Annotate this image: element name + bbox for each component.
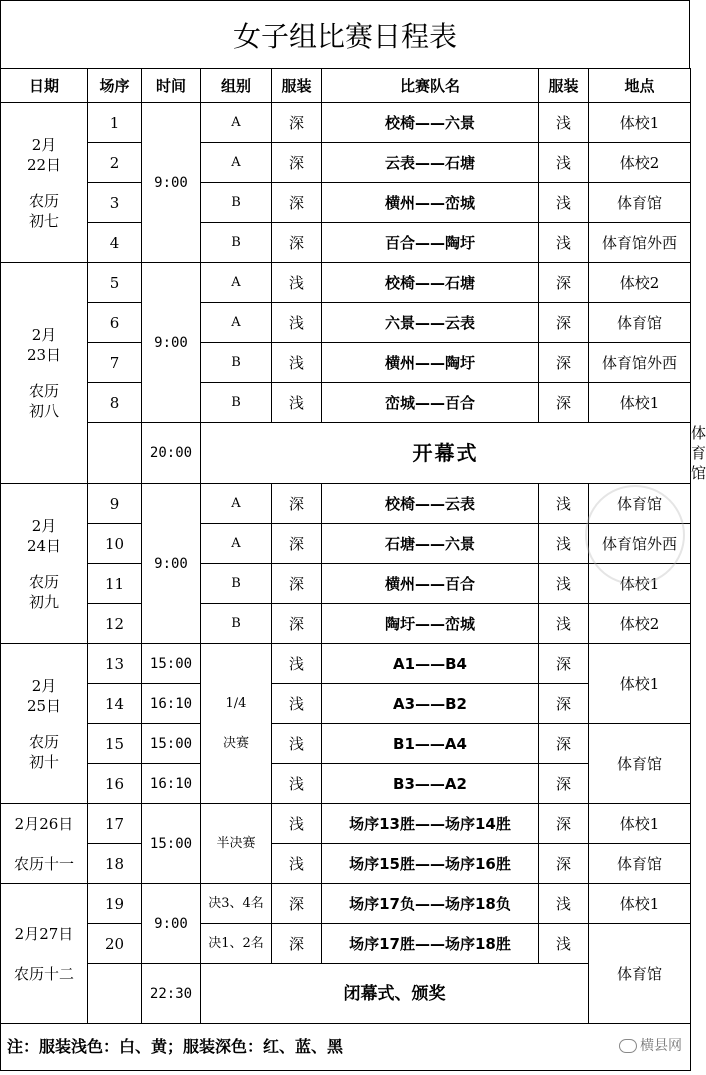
header-teams: 比赛队名 — [322, 69, 539, 103]
dress-cell: 浅 — [272, 343, 322, 383]
match-no: 9 — [88, 484, 142, 524]
venue-cell: 体育馆 — [589, 924, 691, 1024]
dress-cell: 浅 — [539, 103, 589, 143]
venue-cell: 体育馆 — [589, 724, 691, 804]
teams-cell: 峦城——百合 — [322, 383, 539, 423]
teams-cell: 横州——百合 — [322, 564, 539, 604]
group-cell: A — [201, 143, 272, 183]
closing-ceremony: 闭幕式、颁奖 — [201, 964, 589, 1024]
table-row — [1, 484, 691, 524]
teams-cell: 场序13胜——场序14胜 — [322, 804, 539, 844]
venue-cell: 体育馆 — [589, 484, 691, 524]
dress-cell: 深 — [272, 524, 322, 564]
time-cell: 16:10 — [142, 764, 201, 804]
dress-cell: 深 — [272, 884, 322, 924]
teams-cell: 校椅——云表 — [322, 484, 539, 524]
group-cell: 决1、2名 — [201, 924, 272, 964]
watermark-text: 横县网 — [640, 1038, 682, 1054]
wechat-icon — [619, 1039, 637, 1053]
dress-cell: 深 — [272, 924, 322, 964]
header-order: 场序 — [88, 69, 142, 103]
match-no: 7 — [88, 343, 142, 383]
dress-cell: 深 — [539, 343, 589, 383]
match-no: 16 — [88, 764, 142, 804]
teams-cell: 云表——石塘 — [322, 143, 539, 183]
match-no: 12 — [88, 604, 142, 644]
dress-cell: 浅 — [539, 564, 589, 604]
match-no: 17 — [88, 804, 142, 844]
dress-cell: 深 — [539, 724, 589, 764]
match-no: 19 — [88, 884, 142, 924]
dress-cell: 浅 — [539, 183, 589, 223]
dress-cell: 深 — [272, 103, 322, 143]
teams-cell: 六景——云表 — [322, 303, 539, 343]
match-no: 11 — [88, 564, 142, 604]
teams-cell: A1——B4 — [322, 644, 539, 684]
group-cell: B — [201, 383, 272, 423]
table-row — [1, 604, 691, 644]
header-date: 日期 — [1, 69, 88, 103]
match-no: 4 — [88, 223, 142, 263]
time-cell: 15:00 — [142, 724, 201, 764]
table-row — [1, 564, 691, 604]
match-no: 3 — [88, 183, 142, 223]
table-row — [1, 844, 691, 884]
page-title: 女子组比赛日程表 — [0, 0, 690, 68]
dress-cell: 浅 — [272, 303, 322, 343]
header-venue: 地点 — [589, 69, 691, 103]
dress-cell: 浅 — [272, 684, 322, 724]
match-no: 15 — [88, 724, 142, 764]
dress-cell: 深 — [539, 383, 589, 423]
group-cell: 半决赛 — [201, 804, 272, 884]
time-cell: 15:00 — [142, 804, 201, 884]
date-cell: 2月 25日 农历 初十 — [1, 644, 88, 804]
teams-cell: 场序15胜——场序16胜 — [322, 844, 539, 884]
dress-cell: 浅 — [539, 223, 589, 263]
group-cell: 1/4 决赛 — [201, 644, 272, 804]
group-cell: B — [201, 604, 272, 644]
teams-cell: 校椅——六景 — [322, 103, 539, 143]
table-row — [1, 724, 691, 764]
teams-cell: B1——A4 — [322, 724, 539, 764]
match-no: 6 — [88, 303, 142, 343]
venue-cell: 体校1 — [589, 103, 691, 143]
dress-cell: 深 — [272, 223, 322, 263]
venue-cell: 体校1 — [589, 383, 691, 423]
venue-cell: 体校2 — [589, 263, 691, 303]
note-text: 注：服装浅色：白、黄；服装深色：红、蓝、黑 — [7, 1037, 344, 1056]
teams-cell: 场序17负——场序18负 — [322, 884, 539, 924]
dress-cell: 深 — [539, 644, 589, 684]
teams-cell: 场序17胜——场序18胜 — [322, 924, 539, 964]
dress-cell: 浅 — [539, 604, 589, 644]
group-cell: B — [201, 183, 272, 223]
group-cell: B — [201, 343, 272, 383]
group-cell: A — [201, 263, 272, 303]
venue-cell: 体校1 — [589, 644, 691, 724]
match-no: 1 — [88, 103, 142, 143]
table-row — [1, 103, 691, 143]
dress-cell: 浅 — [539, 143, 589, 183]
dress-cell: 深 — [539, 844, 589, 884]
match-no — [88, 964, 142, 1024]
header-time: 时间 — [142, 69, 201, 103]
dress-cell: 深 — [539, 263, 589, 303]
venue-cell: 体校2 — [589, 604, 691, 644]
venue-cell: 体育馆 — [589, 303, 691, 343]
dress-cell: 浅 — [272, 844, 322, 884]
dress-cell: 浅 — [272, 263, 322, 303]
time-cell: 9:00 — [142, 484, 201, 644]
header-dress: 服装 — [272, 69, 322, 103]
opening-ceremony-row: 20:00 开幕式 体育馆 — [1, 423, 691, 484]
table-row — [1, 804, 691, 844]
table-row — [1, 924, 691, 964]
dress-cell: 深 — [539, 684, 589, 724]
closing-ceremony-row — [1, 964, 691, 1024]
teams-cell: 陶圩——峦城 — [322, 604, 539, 644]
dress-cell: 深 — [272, 484, 322, 524]
table-row — [1, 524, 691, 564]
teams-cell: 校椅——石塘 — [322, 263, 539, 303]
table-row — [1, 884, 691, 924]
dress-cell: 浅 — [272, 804, 322, 844]
table-row — [1, 383, 691, 423]
venue-cell: 体育馆 — [589, 183, 691, 223]
dress-cell: 深 — [272, 564, 322, 604]
dress-cell: 浅 — [272, 724, 322, 764]
teams-cell: 百合——陶圩 — [322, 223, 539, 263]
table-row — [1, 303, 691, 343]
note-cell — [1, 1024, 691, 1071]
group-cell: A — [201, 484, 272, 524]
time-cell: 15:00 — [142, 644, 201, 684]
match-no: 8 — [88, 383, 142, 423]
note-row — [1, 1024, 691, 1071]
dress-cell: 浅 — [539, 484, 589, 524]
match-no — [88, 423, 142, 484]
match-no: 2 — [88, 143, 142, 183]
group-cell: A — [201, 303, 272, 343]
teams-cell: 横州——峦城 — [322, 183, 539, 223]
dress-cell: 深 — [539, 303, 589, 343]
match-no: 18 — [88, 844, 142, 884]
dress-cell: 深 — [272, 183, 322, 223]
dress-cell: 深 — [272, 604, 322, 644]
group-cell: A — [201, 103, 272, 143]
schedule-table — [0, 68, 706, 1071]
table-row — [1, 143, 691, 183]
dress-cell: 深 — [272, 143, 322, 183]
match-no: 5 — [88, 263, 142, 303]
table-row — [1, 764, 691, 804]
header-dress: 服装 — [539, 69, 589, 103]
date-cell: 2月 22日 农历 初七 — [1, 103, 88, 263]
dress-cell: 浅 — [272, 764, 322, 804]
group-cell: B — [201, 223, 272, 263]
teams-cell: A3——B2 — [322, 684, 539, 724]
dress-cell: 深 — [539, 764, 589, 804]
date-cell: 2月27日 农历十二 — [1, 884, 88, 1024]
header-group: 组别 — [201, 69, 272, 103]
venue-cell: 体育馆外西 — [589, 524, 691, 564]
time-cell: 20:00 — [142, 423, 201, 484]
time-cell: 9:00 — [142, 263, 201, 423]
venue-cell: 体校1 — [589, 884, 691, 924]
table-row — [1, 183, 691, 223]
table-row — [1, 263, 691, 303]
time-cell: 16:10 — [142, 684, 201, 724]
group-cell: A — [201, 524, 272, 564]
watermark — [619, 1036, 682, 1056]
venue-cell: 体育馆 — [589, 844, 691, 884]
table-row — [1, 684, 691, 724]
dress-cell: 浅 — [272, 644, 322, 684]
venue-cell: 体校1 — [589, 564, 691, 604]
dress-cell: 浅 — [272, 383, 322, 423]
match-no: 10 — [88, 524, 142, 564]
venue-cell: 体育馆外西 — [589, 343, 691, 383]
dress-cell: 浅 — [539, 524, 589, 564]
teams-cell: B3——A2 — [322, 764, 539, 804]
match-no: 14 — [88, 684, 142, 724]
date-cell: 2月 24日 农历 初九 — [1, 484, 88, 644]
opening-ceremony: 开幕式 — [201, 423, 691, 484]
venue-cell: 体校2 — [589, 143, 691, 183]
table-row — [1, 223, 691, 263]
dress-cell: 浅 — [539, 924, 589, 964]
teams-cell: 石塘——六景 — [322, 524, 539, 564]
header-row — [1, 69, 691, 103]
date-cell: 2月26日 农历十一 — [1, 804, 88, 884]
venue-cell: 体校1 — [589, 804, 691, 844]
time-cell: 9:00 — [142, 103, 201, 263]
teams-cell: 横州——陶圩 — [322, 343, 539, 383]
table-row — [1, 644, 691, 684]
dress-cell: 深 — [539, 804, 589, 844]
group-cell: 决3、4名 — [201, 884, 272, 924]
match-no: 20 — [88, 924, 142, 964]
time-cell: 9:00 — [142, 884, 201, 964]
venue-cell: 体育馆外西 — [589, 223, 691, 263]
match-no: 13 — [88, 644, 142, 684]
time-cell: 22:30 — [142, 964, 201, 1024]
group-cell: B — [201, 564, 272, 604]
dress-cell: 浅 — [539, 884, 589, 924]
table-row — [1, 343, 691, 383]
date-cell: 2月 23日 农历 初八 — [1, 263, 88, 484]
